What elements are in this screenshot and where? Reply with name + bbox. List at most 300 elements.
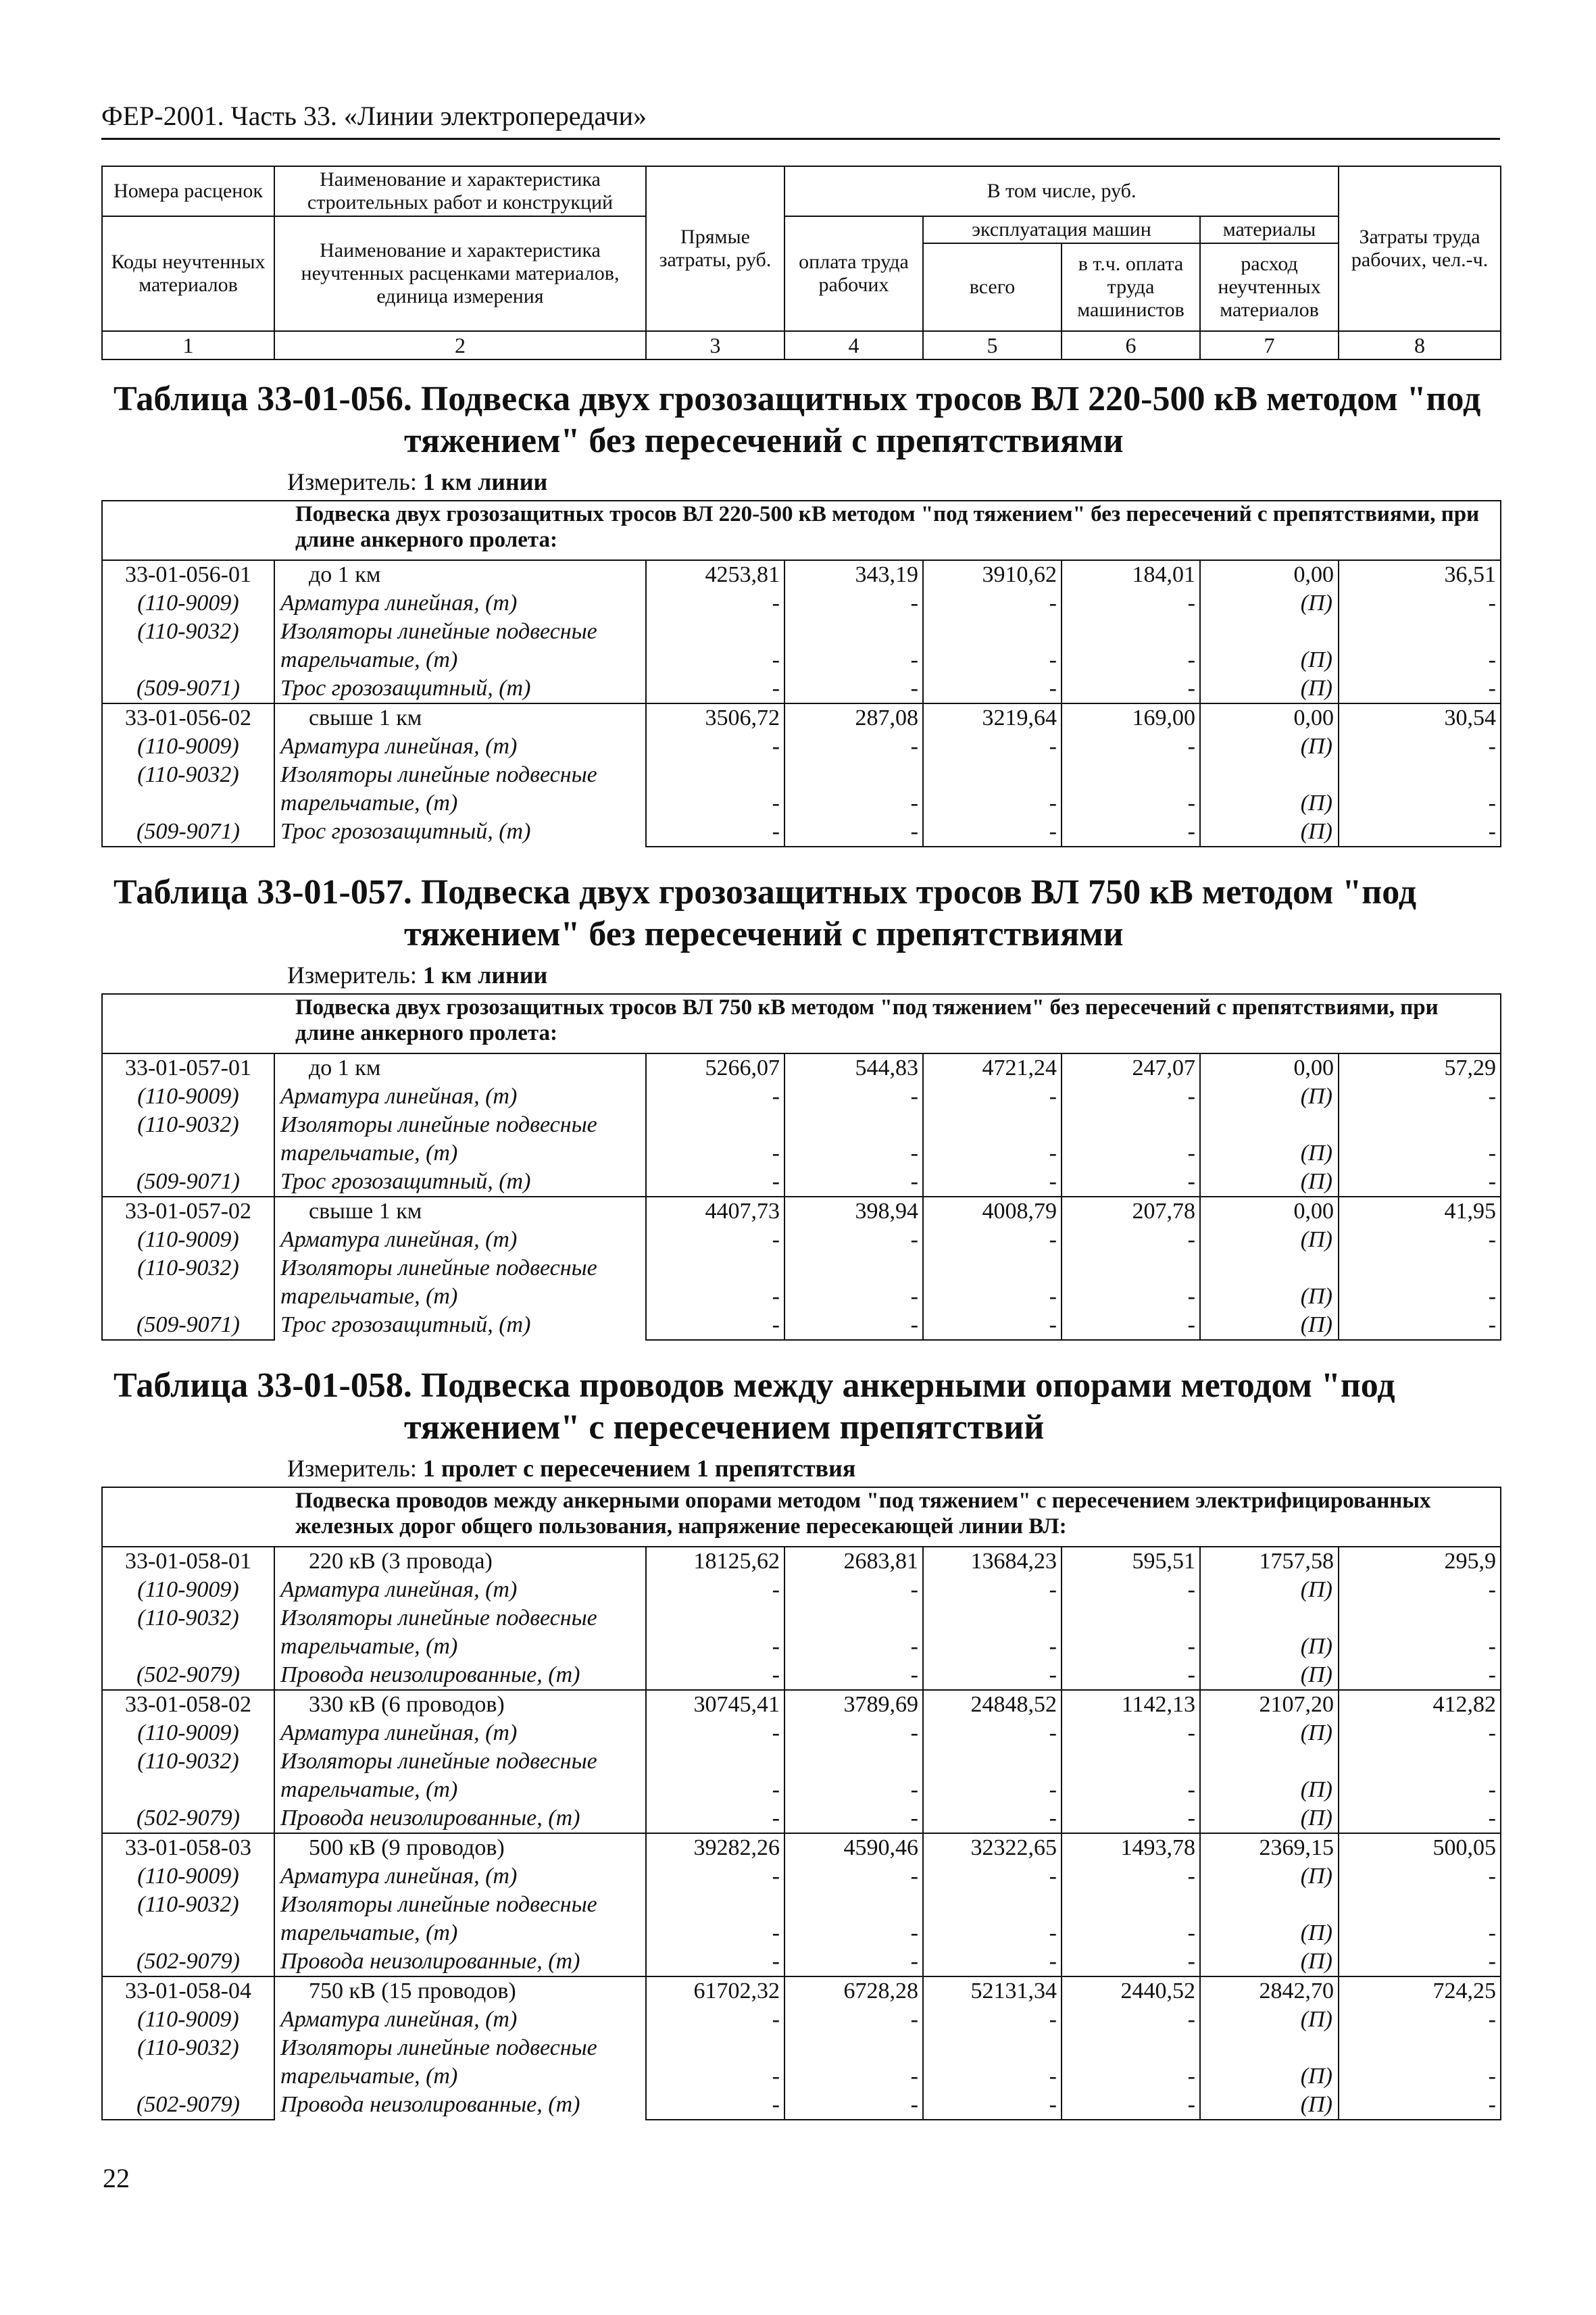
- empty-value-dash: -: [923, 1947, 1062, 1976]
- header-direct-costs: Прямые затраты, руб.: [646, 166, 784, 331]
- direct-costs: 18125,62: [646, 1547, 784, 1576]
- empty-value-dash: -: [923, 1576, 1062, 1604]
- empty-value-dash: -: [646, 1082, 784, 1111]
- empty-value-dash: -: [1339, 2091, 1501, 2120]
- empty-value-dash: -: [646, 2006, 784, 2034]
- empty-value-dash: -: [923, 732, 1062, 761]
- machines-total: 24848,52: [923, 1690, 1062, 1719]
- material-name: Трос грозозащитный, (т): [274, 1168, 646, 1197]
- empty-value-dash: -: [646, 1226, 784, 1254]
- header-materials: материалы: [1200, 216, 1339, 243]
- rate-name: до 1 км: [274, 1053, 646, 1082]
- empty-value-dash: -: [646, 1254, 784, 1311]
- table-row: [102, 1053, 1501, 1082]
- material-code: (110-9032): [102, 1254, 274, 1311]
- material-name: Изоляторы линейные подвесные тарельчатые, (т): [274, 761, 646, 818]
- material-row: [102, 1311, 1501, 1340]
- material-name: Изоляторы линейные подвесные тарельчатые, (т): [274, 1254, 646, 1311]
- material-code: (110-9009): [102, 1576, 274, 1604]
- material-code: (509-9071): [102, 674, 274, 703]
- material-row: [102, 761, 1501, 818]
- empty-value-dash: -: [646, 732, 784, 761]
- empty-value-dash: -: [1339, 1082, 1501, 1111]
- direct-costs: 3506,72: [646, 703, 784, 732]
- material-code: (502-9079): [102, 1804, 274, 1833]
- material-code: (502-9079): [102, 1661, 274, 1690]
- table-row: [102, 1833, 1501, 1862]
- empty-value-dash: -: [1339, 1576, 1501, 1604]
- table-row: [102, 1976, 1501, 2006]
- section-unit: [287, 468, 547, 496]
- material-mark: (П): [1200, 818, 1339, 847]
- material-name: Арматура линейная, (т): [274, 2006, 646, 2034]
- material-name: Провода неизолированные, (т): [274, 2091, 646, 2120]
- empty-value-dash: -: [1062, 1082, 1200, 1111]
- material-name: Арматура линейная, (т): [274, 1576, 646, 1604]
- empty-value-dash: -: [923, 1747, 1062, 1804]
- empty-value-dash: -: [923, 1311, 1062, 1340]
- empty-value-dash: -: [1339, 589, 1501, 618]
- empty-value-dash: -: [923, 2034, 1062, 2091]
- material-mark: (П): [1200, 1862, 1339, 1891]
- direct-costs: 4253,81: [646, 560, 784, 589]
- material-row: [102, 1226, 1501, 1254]
- empty-value-dash: -: [1062, 1661, 1200, 1690]
- labor-hours: 30,54: [1339, 703, 1501, 732]
- empty-value-dash: -: [784, 2006, 923, 2034]
- empty-value-dash: -: [1339, 618, 1501, 674]
- empty-value-dash: -: [923, 1604, 1062, 1661]
- labor-wages: 287,08: [784, 703, 923, 732]
- material-mark: (П): [1200, 2006, 1339, 2034]
- material-name: Провода неизолированные, (т): [274, 1947, 646, 1976]
- material-name: Изоляторы линейные подвесные тарельчатые, (т): [274, 1111, 646, 1168]
- machinists-wages: 184,01: [1062, 560, 1200, 589]
- empty-value-dash: -: [923, 1254, 1062, 1311]
- empty-value-dash: -: [1062, 1862, 1200, 1891]
- direct-costs: 4407,73: [646, 1197, 784, 1226]
- material-code: (509-9071): [102, 1168, 274, 1197]
- table-row: [102, 703, 1501, 732]
- rates-table: [101, 500, 1501, 847]
- machinists-wages: 1142,13: [1062, 1690, 1200, 1719]
- material-code: (110-9009): [102, 1862, 274, 1891]
- empty-value-dash: -: [1062, 2034, 1200, 2091]
- section-title-line1: Таблица 33-01-058. Подвеска проводов между анкерными опорами методом "под: [114, 1366, 1395, 1405]
- material-code: (502-9079): [102, 2091, 274, 2120]
- empty-value-dash: -: [1062, 1111, 1200, 1168]
- empty-value-dash: -: [1339, 1226, 1501, 1254]
- unit-value: 1 пролет с пересечением 1 препятствия: [422, 1455, 856, 1482]
- material-row: [102, 1082, 1501, 1111]
- material-mark: (П): [1200, 1311, 1339, 1340]
- labor-wages: 6728,28: [784, 1976, 923, 2006]
- empty-value-dash: -: [646, 818, 784, 847]
- empty-value-dash: -: [784, 2091, 923, 2120]
- rate-name: свыше 1 км: [274, 703, 646, 732]
- empty-value-dash: -: [646, 761, 784, 818]
- empty-value-dash: -: [1062, 732, 1200, 761]
- empty-value-dash: -: [784, 761, 923, 818]
- material-code: (110-9009): [102, 1719, 274, 1747]
- empty-value-dash: -: [1062, 1719, 1200, 1747]
- empty-value-dash: -: [1339, 1947, 1501, 1976]
- rate-code: 33-01-057-02: [102, 1197, 274, 1226]
- labor-wages: 343,19: [784, 560, 923, 589]
- empty-value-dash: -: [646, 1804, 784, 1833]
- empty-value-dash: -: [1062, 1576, 1200, 1604]
- empty-value-dash: -: [923, 1661, 1062, 1690]
- empty-value-dash: -: [784, 1082, 923, 1111]
- empty-value-dash: -: [923, 674, 1062, 703]
- header-name-bottom: Наименование и характеристика неучтенных расценками материалов, единица измерения: [274, 216, 646, 331]
- rate-name: свыше 1 км: [274, 1197, 646, 1226]
- material-row: [102, 2034, 1501, 2091]
- material-row: [102, 2006, 1501, 2034]
- empty-value-dash: -: [784, 732, 923, 761]
- materials-cost: 2107,20: [1200, 1690, 1339, 1719]
- material-row: [102, 2091, 1501, 2120]
- machines-total: 4008,79: [923, 1197, 1062, 1226]
- material-name: Изоляторы линейные подвесные тарельчатые, (т): [274, 1604, 646, 1661]
- rate-code: 33-01-057-01: [102, 1053, 274, 1082]
- material-mark: (П): [1200, 1891, 1339, 1947]
- header-codes-bottom: Коды неучтенных материалов: [102, 216, 274, 331]
- col-num: 3: [646, 331, 784, 359]
- empty-value-dash: -: [784, 1226, 923, 1254]
- empty-value-dash: -: [923, 1804, 1062, 1833]
- col-num: 2: [274, 331, 646, 359]
- empty-value-dash: -: [646, 1661, 784, 1690]
- material-name: Провода неизолированные, (т): [274, 1661, 646, 1690]
- unit-value: 1 км линии: [422, 468, 548, 495]
- machinists-wages: 595,51: [1062, 1547, 1200, 1576]
- empty-value-dash: -: [1339, 1254, 1501, 1311]
- empty-value-dash: -: [923, 1082, 1062, 1111]
- header-including: В том числе, руб.: [784, 166, 1339, 216]
- material-name: Провода неизолированные, (т): [274, 1804, 646, 1833]
- labor-hours: 36,51: [1339, 560, 1501, 589]
- labor-wages: 3789,69: [784, 1690, 923, 1719]
- empty-value-dash: -: [1339, 2034, 1501, 2091]
- header-machines-total: всего: [923, 243, 1062, 331]
- empty-value-dash: -: [1062, 1604, 1200, 1661]
- empty-value-dash: -: [1339, 1719, 1501, 1747]
- empty-value-dash: -: [1062, 1747, 1200, 1804]
- material-row: [102, 1111, 1501, 1168]
- material-row: [102, 1747, 1501, 1804]
- header-machinists-wages: в т.ч. оплата труда машинистов: [1062, 243, 1200, 331]
- header-unaccounted-materials: расход неучтенных материалов: [1200, 243, 1339, 331]
- material-code: (509-9071): [102, 818, 274, 847]
- empty-value-dash: -: [923, 589, 1062, 618]
- rates-table: [101, 1487, 1501, 2120]
- empty-value-dash: -: [646, 1111, 784, 1168]
- empty-value-dash: -: [784, 1661, 923, 1690]
- material-name: Трос грозозащитный, (т): [274, 1311, 646, 1340]
- col-num: 1: [102, 331, 274, 359]
- direct-costs: 61702,32: [646, 1976, 784, 2006]
- empty-value-dash: -: [784, 1891, 923, 1947]
- material-name: Арматура линейная, (т): [274, 732, 646, 761]
- section-title: [114, 872, 1416, 955]
- empty-value-dash: -: [1339, 2006, 1501, 2034]
- empty-value-dash: -: [646, 1862, 784, 1891]
- empty-value-dash: -: [1062, 2006, 1200, 2034]
- section-unit: [287, 1454, 855, 1483]
- empty-value-dash: -: [784, 818, 923, 847]
- empty-value-dash: -: [923, 2006, 1062, 2034]
- materials-cost: 2369,15: [1200, 1833, 1339, 1862]
- material-code: (110-9009): [102, 1226, 274, 1254]
- material-mark: (П): [1200, 589, 1339, 618]
- material-mark: (П): [1200, 1604, 1339, 1661]
- machines-total: 4721,24: [923, 1053, 1062, 1082]
- unit-value: 1 км линии: [422, 962, 548, 989]
- material-mark: (П): [1200, 1947, 1339, 1976]
- rate-name: до 1 км: [274, 560, 646, 589]
- header-codes-top: Номера расценок: [102, 166, 274, 216]
- empty-value-dash: -: [923, 2091, 1062, 2120]
- material-code: (110-9032): [102, 1604, 274, 1661]
- materials-cost: 0,00: [1200, 703, 1339, 732]
- empty-value-dash: -: [923, 1862, 1062, 1891]
- header-labor-wages: оплата труда рабочих: [784, 216, 923, 331]
- empty-value-dash: -: [1339, 818, 1501, 847]
- empty-value-dash: -: [923, 1111, 1062, 1168]
- section-title: [114, 378, 1480, 462]
- table-row: [102, 560, 1501, 589]
- empty-value-dash: -: [784, 1111, 923, 1168]
- material-name: Арматура линейная, (т): [274, 1226, 646, 1254]
- section-unit: [287, 961, 547, 989]
- empty-value-dash: -: [646, 2034, 784, 2091]
- material-code: (509-9071): [102, 1311, 274, 1340]
- col-num: 6: [1062, 331, 1200, 359]
- empty-value-dash: -: [923, 1168, 1062, 1197]
- section-title-line1: Таблица 33-01-056. Подвеска двух грозозащитных тросов ВЛ 220-500 кВ методом "под: [114, 380, 1481, 418]
- empty-value-dash: -: [784, 1576, 923, 1604]
- col-num: 8: [1339, 331, 1501, 359]
- material-name: Изоляторы линейные подвесные тарельчатые, (т): [274, 1891, 646, 1947]
- empty-value-dash: -: [1339, 1862, 1501, 1891]
- direct-costs: 5266,07: [646, 1053, 784, 1082]
- material-row: [102, 1862, 1501, 1891]
- material-row: [102, 1168, 1501, 1197]
- empty-value-dash: -: [923, 818, 1062, 847]
- material-name: Арматура линейная, (т): [274, 1082, 646, 1111]
- empty-value-dash: -: [784, 618, 923, 674]
- rate-code: 33-01-058-02: [102, 1690, 274, 1719]
- empty-value-dash: -: [646, 589, 784, 618]
- direct-costs: 30745,41: [646, 1690, 784, 1719]
- table-description: Подвеска двух грозозащитных тросов ВЛ 750 кВ методом "под тяжением" без пересечений с препятствиями, при длине анкерного пролета:: [102, 994, 1501, 1053]
- material-code: (110-9032): [102, 2034, 274, 2091]
- empty-value-dash: -: [784, 1254, 923, 1311]
- rates-table: [101, 993, 1501, 1341]
- empty-value-dash: -: [784, 1747, 923, 1804]
- material-mark: (П): [1200, 1804, 1339, 1833]
- empty-value-dash: -: [1339, 1311, 1501, 1340]
- empty-value-dash: -: [1062, 1226, 1200, 1254]
- unit-label: Измеритель:: [287, 1455, 417, 1482]
- empty-value-dash: -: [646, 1719, 784, 1747]
- empty-value-dash: -: [1062, 818, 1200, 847]
- material-name: Изоляторы линейные подвесные тарельчатые, (т): [274, 1747, 646, 1804]
- machinists-wages: 169,00: [1062, 703, 1200, 732]
- material-mark: (П): [1200, 1254, 1339, 1311]
- section-title-line2: тяжением" без пересечений с препятствиями: [404, 915, 1124, 953]
- empty-value-dash: -: [1062, 1168, 1200, 1197]
- empty-value-dash: -: [923, 618, 1062, 674]
- table-row: [102, 1197, 1501, 1226]
- empty-value-dash: -: [1339, 1111, 1501, 1168]
- material-row: [102, 589, 1501, 618]
- material-row: [102, 1604, 1501, 1661]
- material-code: (110-9032): [102, 1891, 274, 1947]
- material-mark: (П): [1200, 1226, 1339, 1254]
- machines-total: 52131,34: [923, 1976, 1062, 2006]
- material-row: [102, 1804, 1501, 1833]
- materials-cost: 1757,58: [1200, 1547, 1339, 1576]
- empty-value-dash: -: [1339, 1747, 1501, 1804]
- empty-value-dash: -: [784, 1604, 923, 1661]
- col-num: 5: [923, 331, 1062, 359]
- labor-hours: 724,25: [1339, 1976, 1501, 2006]
- col-num: 7: [1200, 331, 1339, 359]
- direct-costs: 39282,26: [646, 1833, 784, 1862]
- rate-name: 220 кВ (3 провода): [274, 1547, 646, 1576]
- empty-value-dash: -: [1062, 1311, 1200, 1340]
- material-code: (110-9009): [102, 589, 274, 618]
- empty-value-dash: -: [646, 1168, 784, 1197]
- materials-cost: 0,00: [1200, 560, 1339, 589]
- material-row: [102, 1576, 1501, 1604]
- materials-cost: 0,00: [1200, 1053, 1339, 1082]
- empty-value-dash: -: [646, 2091, 784, 2120]
- material-mark: (П): [1200, 2034, 1339, 2091]
- empty-value-dash: -: [646, 1947, 784, 1976]
- material-mark: (П): [1200, 1747, 1339, 1804]
- material-row: [102, 1947, 1501, 1976]
- rate-code: 33-01-058-01: [102, 1547, 274, 1576]
- material-name: Арматура линейная, (т): [274, 1862, 646, 1891]
- empty-value-dash: -: [1339, 761, 1501, 818]
- header-name-top: Наименование и характеристика строительных работ и конструкций: [274, 166, 646, 216]
- labor-wages: 544,83: [784, 1053, 923, 1082]
- material-name: Арматура линейная, (т): [274, 589, 646, 618]
- empty-value-dash: -: [1062, 761, 1200, 818]
- material-name: Арматура линейная, (т): [274, 1719, 646, 1747]
- material-row: [102, 674, 1501, 703]
- material-name: Изоляторы линейные подвесные тарельчатые, (т): [274, 618, 646, 674]
- rate-code: 33-01-056-01: [102, 560, 274, 589]
- labor-wages: 2683,81: [784, 1547, 923, 1576]
- material-mark: (П): [1200, 1576, 1339, 1604]
- empty-value-dash: -: [1339, 1804, 1501, 1833]
- empty-value-dash: -: [646, 1604, 784, 1661]
- material-row: [102, 618, 1501, 674]
- machines-total: 3219,64: [923, 703, 1062, 732]
- empty-value-dash: -: [1339, 674, 1501, 703]
- labor-hours: 57,29: [1339, 1053, 1501, 1082]
- empty-value-dash: -: [1062, 1947, 1200, 1976]
- unit-label: Измеритель:: [287, 468, 417, 495]
- material-code: (110-9032): [102, 618, 274, 674]
- machinists-wages: 247,07: [1062, 1053, 1200, 1082]
- empty-value-dash: -: [784, 1168, 923, 1197]
- material-code: (502-9079): [102, 1947, 274, 1976]
- column-header-table: [101, 166, 1501, 360]
- material-code: (110-9032): [102, 1111, 274, 1168]
- material-mark: (П): [1200, 761, 1339, 818]
- material-code: (110-9009): [102, 1082, 274, 1111]
- empty-value-dash: -: [784, 1947, 923, 1976]
- empty-value-dash: -: [784, 1804, 923, 1833]
- empty-value-dash: -: [1062, 618, 1200, 674]
- empty-value-dash: -: [923, 761, 1062, 818]
- labor-hours: 295,9: [1339, 1547, 1501, 1576]
- material-mark: (П): [1200, 1168, 1339, 1197]
- rate-name: 750 кВ (15 проводов): [274, 1976, 646, 2006]
- rate-code: 33-01-058-04: [102, 1976, 274, 2006]
- empty-value-dash: -: [646, 1747, 784, 1804]
- empty-value-dash: -: [1339, 1604, 1501, 1661]
- empty-value-dash: -: [646, 1891, 784, 1947]
- empty-value-dash: -: [784, 674, 923, 703]
- material-code: (110-9009): [102, 732, 274, 761]
- empty-value-dash: -: [923, 1719, 1062, 1747]
- material-mark: (П): [1200, 1661, 1339, 1690]
- materials-cost: 0,00: [1200, 1197, 1339, 1226]
- material-row: [102, 1661, 1501, 1690]
- empty-value-dash: -: [1062, 589, 1200, 618]
- material-mark: (П): [1200, 618, 1339, 674]
- empty-value-dash: -: [784, 589, 923, 618]
- section-title-line2: тяжением" с пересечением препятствий: [404, 1408, 1045, 1447]
- material-name: Трос грозозащитный, (т): [274, 674, 646, 703]
- machines-total: 13684,23: [923, 1547, 1062, 1576]
- rate-name: 500 кВ (9 проводов): [274, 1833, 646, 1862]
- empty-value-dash: -: [646, 674, 784, 703]
- empty-value-dash: -: [784, 1311, 923, 1340]
- material-mark: (П): [1200, 1082, 1339, 1111]
- empty-value-dash: -: [923, 1891, 1062, 1947]
- material-mark: (П): [1200, 2091, 1339, 2120]
- empty-value-dash: -: [646, 1576, 784, 1604]
- header-machines: эксплуатация машин: [923, 216, 1200, 243]
- material-mark: (П): [1200, 674, 1339, 703]
- material-row: [102, 1719, 1501, 1747]
- materials-cost: 2842,70: [1200, 1976, 1339, 2006]
- material-mark: (П): [1200, 1111, 1339, 1168]
- col-num: 4: [784, 331, 923, 359]
- rate-code: 33-01-056-02: [102, 703, 274, 732]
- header-rule: [101, 138, 1500, 140]
- material-row: [102, 818, 1501, 847]
- machines-total: 32322,65: [923, 1833, 1062, 1862]
- machinists-wages: 207,78: [1062, 1197, 1200, 1226]
- section-title-line1: Таблица 33-01-057. Подвеска двух грозозащитных тросов ВЛ 750 кВ методом "под: [114, 873, 1417, 912]
- empty-value-dash: -: [1062, 2091, 1200, 2120]
- table-description: Подвеска двух грозозащитных тросов ВЛ 220-500 кВ методом "под тяжением" без пересечений с препятствиями, при длине анкерного пролета:: [102, 501, 1501, 560]
- page-number: 22: [103, 2163, 130, 2193]
- material-mark: (П): [1200, 732, 1339, 761]
- machinists-wages: 1493,78: [1062, 1833, 1200, 1862]
- machines-total: 3910,62: [923, 560, 1062, 589]
- empty-value-dash: -: [1339, 1168, 1501, 1197]
- empty-value-dash: -: [1062, 1804, 1200, 1833]
